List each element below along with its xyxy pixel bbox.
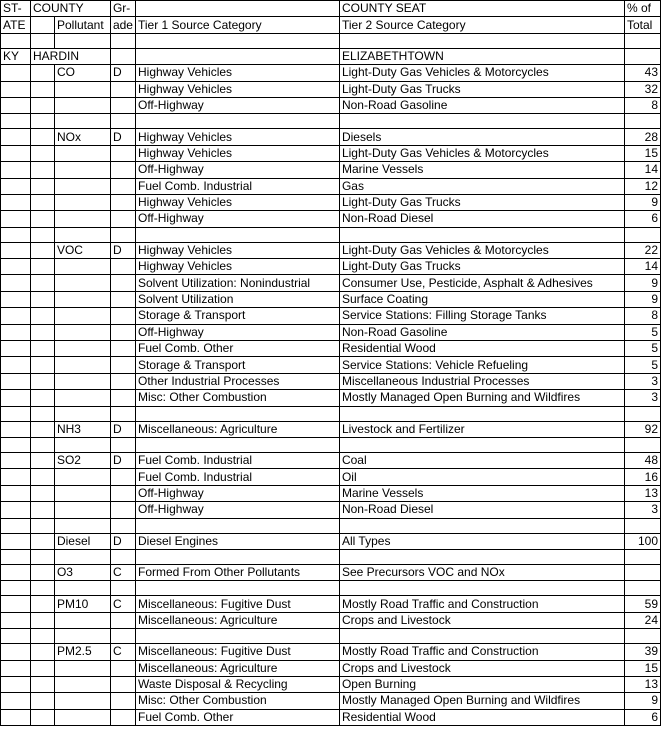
grade-cell — [110, 275, 135, 291]
spacer-row — [1, 437, 661, 452]
state-cell — [1, 612, 31, 628]
pollutant-cell — [54, 341, 110, 357]
tier1-cell: Fuel Comb. Industrial — [135, 452, 339, 468]
percent-cell: 24 — [624, 612, 660, 628]
percent-cell: 28 — [624, 129, 660, 145]
tier1-cell: Waste Disposal & Recycling — [135, 676, 339, 692]
tier1-cell: Miscellaneous: Agriculture — [135, 612, 339, 628]
tier1-cell: Miscellaneous: Fugitive Dust — [135, 644, 339, 660]
percent-cell: 9 — [624, 693, 660, 709]
table-row — [1, 660, 661, 676]
pollutant-cell — [54, 357, 110, 373]
header-pct-top: % of — [624, 1, 660, 17]
county-cell — [30, 390, 54, 406]
header-row-1 — [1, 1, 661, 17]
tier2-cell: Mostly Managed Open Burning and Wildfires — [339, 390, 624, 406]
percent-cell: 3 — [624, 373, 660, 389]
pollutant-cell — [54, 373, 110, 389]
county-cell — [30, 709, 54, 725]
tier2-cell: Service Stations: Filling Storage Tanks — [339, 308, 624, 324]
county-cell — [30, 452, 54, 468]
county-seat-cell: ELIZABETHTOWN — [339, 48, 624, 64]
pollutant-cell — [54, 324, 110, 340]
percent-cell: 43 — [624, 65, 660, 81]
spacer-row — [1, 629, 661, 644]
table-row — [1, 291, 661, 307]
table-row — [1, 596, 661, 612]
percent-cell: 5 — [624, 341, 660, 357]
tier2-cell: Light-Duty Gas Trucks — [339, 81, 624, 97]
grade-cell — [110, 178, 135, 194]
pollutant-cell — [54, 502, 110, 518]
percent-cell: 3 — [624, 502, 660, 518]
grade-cell: D — [110, 65, 135, 81]
percent-cell: 6 — [624, 211, 660, 227]
table-row — [1, 709, 661, 725]
tier1-cell: Highway Vehicles — [135, 129, 339, 145]
spacer-row — [1, 581, 661, 596]
pollutant-cell: SO2 — [54, 452, 110, 468]
table-row — [1, 676, 661, 692]
tier1-cell: Off-Highway — [135, 211, 339, 227]
state-cell — [1, 357, 31, 373]
tier1-cell: Highway Vehicles — [135, 65, 339, 81]
county-cell — [30, 693, 54, 709]
state-cell — [1, 194, 31, 210]
table-row — [1, 502, 661, 518]
state-cell — [1, 242, 31, 258]
percent-cell: 9 — [624, 275, 660, 291]
percent-cell: 12 — [624, 178, 660, 194]
table-row — [1, 452, 661, 468]
tier1-cell: Highway Vehicles — [135, 81, 339, 97]
state-cell — [1, 129, 31, 145]
state-cell — [1, 533, 31, 549]
state-cell — [1, 644, 31, 660]
pollutant-cell — [54, 81, 110, 97]
table-row — [1, 341, 661, 357]
county-cell — [30, 341, 54, 357]
grade-cell — [110, 145, 135, 161]
state-cell — [1, 373, 31, 389]
state-cell — [1, 390, 31, 406]
tier2-cell: Livestock and Fertilizer — [339, 421, 624, 437]
grade-cell — [110, 676, 135, 692]
tier2-cell: Marine Vessels — [339, 162, 624, 178]
tier1-cell: Fuel Comb. Industrial — [135, 469, 339, 485]
state-cell — [1, 676, 31, 692]
state-cell — [1, 211, 31, 227]
tier1-cell: Highway Vehicles — [135, 194, 339, 210]
tier2-cell: Residential Wood — [339, 341, 624, 357]
tier1-cell: Storage & Transport — [135, 308, 339, 324]
county-cell — [30, 421, 54, 437]
table-row — [1, 178, 661, 194]
pollutant-cell — [54, 676, 110, 692]
table-row — [1, 308, 661, 324]
county-cell: HARDIN — [30, 48, 110, 64]
percent-cell: 32 — [624, 81, 660, 97]
grade-cell — [110, 390, 135, 406]
pollutant-cell — [54, 97, 110, 113]
table-row — [1, 693, 661, 709]
state-cell — [1, 421, 31, 437]
tier1-cell: Storage & Transport — [135, 357, 339, 373]
header-tier2: Tier 2 Source Category — [339, 17, 624, 33]
county-cell — [30, 162, 54, 178]
grade-cell — [110, 97, 135, 113]
tier1-cell: Off-Highway — [135, 162, 339, 178]
spacer-row — [1, 406, 661, 421]
tier1-cell: Other Industrial Processes — [135, 373, 339, 389]
tier2-cell: Crops and Livestock — [339, 660, 624, 676]
percent-cell: 92 — [624, 421, 660, 437]
state-cell — [1, 145, 31, 161]
tier2-cell: Crops and Livestock — [339, 612, 624, 628]
state-cell — [1, 469, 31, 485]
tier2-cell: Coal — [339, 452, 624, 468]
grade-cell: D — [110, 129, 135, 145]
percent-cell: 5 — [624, 357, 660, 373]
tier1-cell: Off-Highway — [135, 324, 339, 340]
tier2-cell: Light-Duty Gas Vehicles & Motorcycles — [339, 242, 624, 258]
county-cell — [30, 502, 54, 518]
pollutant-cell — [54, 660, 110, 676]
grade-cell: D — [110, 533, 135, 549]
header-pct-bottom: Total — [624, 17, 660, 33]
table-row — [1, 194, 661, 210]
state-cell — [1, 308, 31, 324]
county-cell — [30, 533, 54, 549]
county-cell — [30, 259, 54, 275]
tier1-cell: Off-Highway — [135, 97, 339, 113]
tier1-cell: Solvent Utilization — [135, 291, 339, 307]
tier1-cell: Diesel Engines — [135, 533, 339, 549]
table-row — [1, 145, 661, 161]
pollutant-cell — [54, 612, 110, 628]
tier2-cell: Mostly Road Traffic and Construction — [339, 596, 624, 612]
state-cell — [1, 259, 31, 275]
tier2-cell: Non-Road Diesel — [339, 211, 624, 227]
table-row — [1, 485, 661, 501]
header-row-2 — [1, 17, 661, 33]
tier2-cell: Non-Road Gasoline — [339, 97, 624, 113]
county-cell — [30, 145, 54, 161]
grade-cell — [110, 502, 135, 518]
tier2-cell: Gas — [339, 178, 624, 194]
pollutant-cell: PM2.5 — [54, 644, 110, 660]
tier2-cell: Non-Road Gasoline — [339, 324, 624, 340]
state-cell — [1, 485, 31, 501]
county-cell — [30, 469, 54, 485]
pollutant-cell — [54, 162, 110, 178]
county-cell — [30, 97, 54, 113]
percent-cell: 3 — [624, 390, 660, 406]
header-state-bottom: ATE — [1, 17, 31, 33]
state-cell — [1, 291, 31, 307]
grade-cell — [110, 485, 135, 501]
county-cell — [30, 65, 54, 81]
county-cell — [30, 242, 54, 258]
tier1-cell: Miscellaneous: Fugitive Dust — [135, 596, 339, 612]
county-cell — [30, 129, 54, 145]
state-cell — [1, 275, 31, 291]
grade-cell: C — [110, 644, 135, 660]
percent-cell: 5 — [624, 324, 660, 340]
state-cell — [1, 324, 31, 340]
state-cell: KY — [1, 48, 31, 64]
state-cell — [1, 65, 31, 81]
grade-cell — [110, 660, 135, 676]
grade-cell — [110, 324, 135, 340]
percent-cell: 9 — [624, 291, 660, 307]
table-row — [1, 644, 661, 660]
state-cell — [1, 564, 31, 580]
pollutant-cell: NOx — [54, 129, 110, 145]
percent-cell: 100 — [624, 533, 660, 549]
grade-cell — [110, 693, 135, 709]
pollutant-cell — [54, 259, 110, 275]
grade-cell: D — [110, 421, 135, 437]
pollutant-cell — [54, 308, 110, 324]
tier2-cell: Non-Road Diesel — [339, 502, 624, 518]
tier2-cell: Mostly Managed Open Burning and Wildfires — [339, 693, 624, 709]
tier2-cell: Miscellaneous Industrial Processes — [339, 373, 624, 389]
grade-cell — [110, 162, 135, 178]
header-empty — [30, 17, 54, 33]
grade-cell — [110, 211, 135, 227]
grade-cell: C — [110, 564, 135, 580]
percent-cell: 14 — [624, 259, 660, 275]
percent-cell: 15 — [624, 145, 660, 161]
table-row — [1, 357, 661, 373]
table-row — [1, 81, 661, 97]
state-cell — [1, 178, 31, 194]
percent-cell: 6 — [624, 709, 660, 725]
table-row — [1, 211, 661, 227]
spacer-row — [1, 227, 661, 242]
pollutant-cell — [54, 275, 110, 291]
pollutant-cell — [54, 211, 110, 227]
spacer-row — [1, 114, 661, 129]
tier1-cell: Miscellaneous: Agriculture — [135, 660, 339, 676]
pollutant-cell — [54, 709, 110, 725]
county-cell — [30, 564, 54, 580]
spacer-row — [1, 33, 661, 48]
percent-cell: 8 — [624, 308, 660, 324]
table-row — [1, 97, 661, 113]
percent-cell: 14 — [624, 162, 660, 178]
grade-cell — [110, 373, 135, 389]
tier2-cell: Residential Wood — [339, 709, 624, 725]
location-row — [1, 48, 661, 64]
tier2-cell: Marine Vessels — [339, 485, 624, 501]
tier1-cell: Highway Vehicles — [135, 259, 339, 275]
pollutant-cell — [54, 390, 110, 406]
tier2-cell: Surface Coating — [339, 291, 624, 307]
table-row — [1, 162, 661, 178]
header-state-top: ST- — [1, 1, 31, 17]
state-cell — [1, 97, 31, 113]
state-cell — [1, 502, 31, 518]
grade-cell — [110, 612, 135, 628]
county-cell — [30, 324, 54, 340]
county-cell — [30, 357, 54, 373]
percent-cell: 59 — [624, 596, 660, 612]
table-row — [1, 65, 661, 81]
table-row — [1, 421, 661, 437]
table-row — [1, 324, 661, 340]
county-cell — [30, 275, 54, 291]
tier2-cell: Consumer Use, Pesticide, Asphalt & Adhesives — [339, 275, 624, 291]
tier1-cell: Highway Vehicles — [135, 242, 339, 258]
percent-cell: 15 — [624, 660, 660, 676]
tier1-cell: Misc: Other Combustion — [135, 693, 339, 709]
tier2-cell: Light-Duty Gas Trucks — [339, 259, 624, 275]
percent-cell: 22 — [624, 242, 660, 258]
state-cell — [1, 709, 31, 725]
pollutant-cell: PM10 — [54, 596, 110, 612]
table-row — [1, 373, 661, 389]
percent-cell: 13 — [624, 485, 660, 501]
header-tier1: Tier 1 Source Category — [135, 17, 339, 33]
table-row — [1, 612, 661, 628]
grade-cell — [110, 291, 135, 307]
percent-cell: 9 — [624, 194, 660, 210]
county-cell — [30, 612, 54, 628]
pollutant-cell: CO — [54, 65, 110, 81]
tier2-cell: Light-Duty Gas Vehicles & Motorcycles — [339, 145, 624, 161]
county-cell — [30, 373, 54, 389]
grade-cell — [110, 341, 135, 357]
pollutant-cell — [54, 693, 110, 709]
table-row — [1, 275, 661, 291]
tier1-cell: Formed From Other Pollutants — [135, 564, 339, 580]
county-cell — [30, 308, 54, 324]
spacer-row — [1, 549, 661, 564]
grade-cell: D — [110, 242, 135, 258]
tier2-cell: Oil — [339, 469, 624, 485]
table-row — [1, 242, 661, 258]
state-cell — [1, 341, 31, 357]
pollutant-cell: NH3 — [54, 421, 110, 437]
percent-cell — [624, 564, 660, 580]
county-cell — [30, 178, 54, 194]
tier1-cell: Off-Highway — [135, 485, 339, 501]
header-grade-top: Gr- — [110, 1, 135, 17]
state-cell — [1, 162, 31, 178]
pollutant-cell — [54, 145, 110, 161]
tier2-cell: Open Burning — [339, 676, 624, 692]
grade-cell — [110, 194, 135, 210]
grade-cell — [110, 308, 135, 324]
pollutant-cell — [54, 178, 110, 194]
grade-cell — [110, 469, 135, 485]
pollutant-cell — [54, 485, 110, 501]
tier1-cell: Misc: Other Combustion — [135, 390, 339, 406]
table-row — [1, 564, 661, 580]
county-cell — [30, 485, 54, 501]
county-cell — [30, 211, 54, 227]
pollutant-cell: VOC — [54, 242, 110, 258]
grade-cell — [110, 259, 135, 275]
tier2-cell: Diesels — [339, 129, 624, 145]
tier2-cell: Light-Duty Gas Trucks — [339, 194, 624, 210]
pollutant-cell — [54, 291, 110, 307]
state-cell — [1, 693, 31, 709]
tier2-cell: Mostly Road Traffic and Construction — [339, 644, 624, 660]
county-cell — [30, 596, 54, 612]
header-pollutant: Pollutant — [54, 17, 110, 33]
county-cell — [30, 676, 54, 692]
grade-cell — [110, 81, 135, 97]
county-cell — [30, 291, 54, 307]
table-row — [1, 259, 661, 275]
percent-cell: 16 — [624, 469, 660, 485]
grade-cell: D — [110, 452, 135, 468]
table-row — [1, 533, 661, 549]
state-cell — [1, 660, 31, 676]
tier1-cell: Fuel Comb. Other — [135, 709, 339, 725]
header-county: COUNTY — [30, 1, 110, 17]
table-row — [1, 469, 661, 485]
county-cell — [30, 644, 54, 660]
tier2-cell: See Precursors VOC and NOx — [339, 564, 624, 580]
pollutant-cell — [54, 194, 110, 210]
state-cell — [1, 596, 31, 612]
tier2-cell: Service Stations: Vehicle Refueling — [339, 357, 624, 373]
pollutant-cell — [54, 469, 110, 485]
pollutant-cell: O3 — [54, 564, 110, 580]
percent-cell: 8 — [624, 97, 660, 113]
percent-cell: 48 — [624, 452, 660, 468]
county-cell — [30, 81, 54, 97]
tier1-cell: Off-Highway — [135, 502, 339, 518]
tier1-cell: Fuel Comb. Other — [135, 341, 339, 357]
county-cell — [30, 194, 54, 210]
spacer-row — [1, 518, 661, 533]
county-cell — [30, 660, 54, 676]
state-cell — [1, 81, 31, 97]
table-row — [1, 390, 661, 406]
header-blank — [135, 1, 339, 17]
tier1-cell: Fuel Comb. Industrial — [135, 178, 339, 194]
tier1-cell: Solvent Utilization: Nonindustrial — [135, 275, 339, 291]
grade-cell — [110, 709, 135, 725]
tier1-cell: Miscellaneous: Agriculture — [135, 421, 339, 437]
tier1-cell: Highway Vehicles — [135, 145, 339, 161]
table-row — [1, 129, 661, 145]
percent-cell: 39 — [624, 644, 660, 660]
tier2-cell: All Types — [339, 533, 624, 549]
header-grade-bottom: ade — [110, 17, 135, 33]
percent-cell: 13 — [624, 676, 660, 692]
header-county-seat: COUNTY SEAT — [339, 1, 624, 17]
tier2-cell: Light-Duty Gas Vehicles & Motorcycles — [339, 65, 624, 81]
pollutant-cell: Diesel — [54, 533, 110, 549]
grade-cell — [110, 357, 135, 373]
state-cell — [1, 452, 31, 468]
grade-cell: C — [110, 596, 135, 612]
